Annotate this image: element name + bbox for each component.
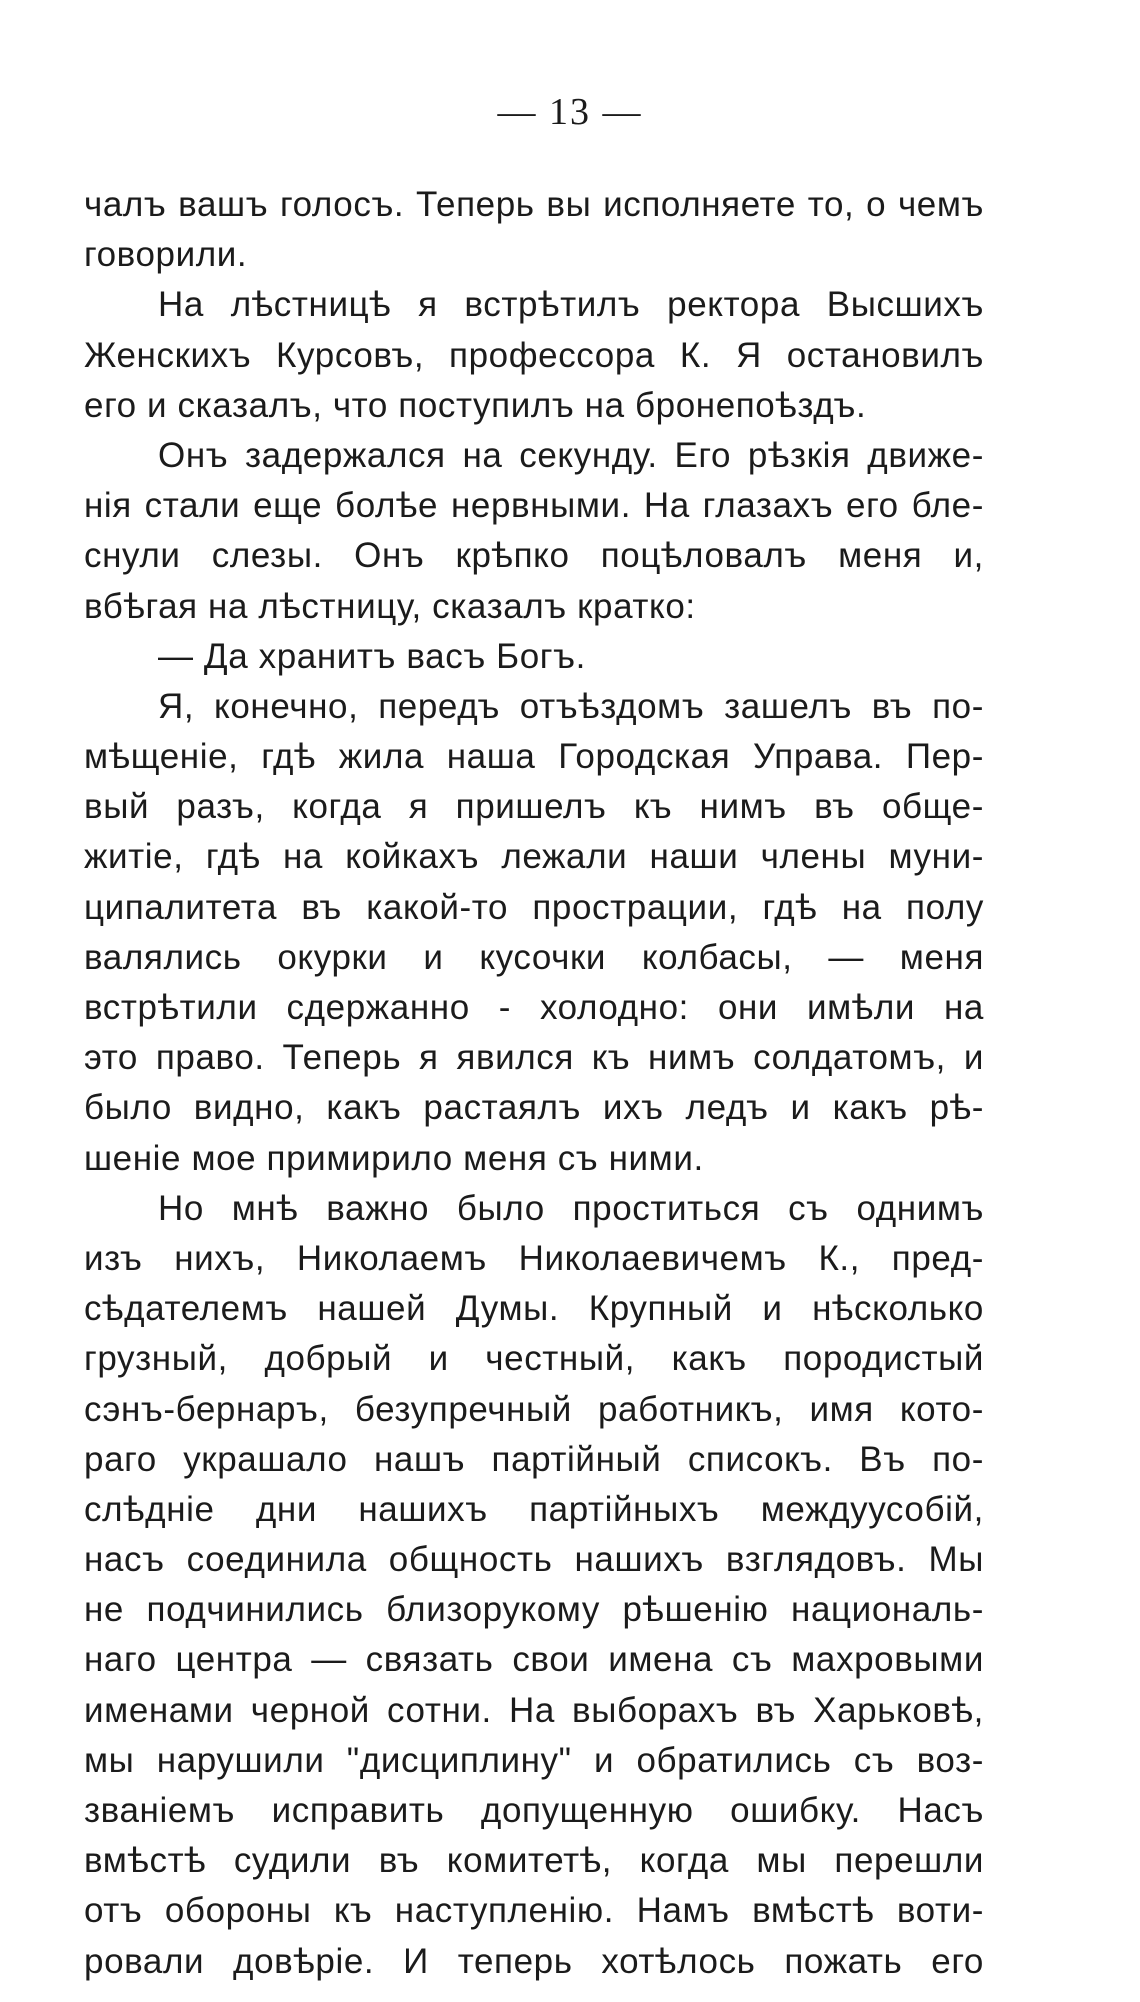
body-text bbox=[84, 180, 984, 1987]
text-line: мѣщеніе, гдѣ жила наша Городская Управа. Пер- bbox=[84, 737, 984, 777]
page-number: — 13 — bbox=[497, 91, 643, 133]
text-line: чалъ вашъ голосъ. Теперь вы исполняете то, о чемъ bbox=[84, 185, 984, 224]
text-line: ровали довѣріе. И теперь хотѣлось пожать его bbox=[84, 1941, 984, 1981]
text-line: житіе, гдѣ на койкахъ лежали наши члены муни- bbox=[84, 837, 984, 877]
text-line: говорили. bbox=[84, 235, 248, 275]
text-line: валялись окурки и кусочки колбасы, — меня bbox=[84, 937, 984, 977]
text-line: снули слезы. Онъ крѣпко поцѣловалъ меня и, bbox=[84, 536, 984, 576]
text-line: отъ обороны къ наступленію. Намъ вмѣстѣ воти- bbox=[84, 1891, 984, 1931]
text-line: вмѣстѣ судили въ комитетѣ, когда мы перешли bbox=[84, 1841, 984, 1881]
text-line: Но мнѣ важно было проститься съ однимъ bbox=[158, 1188, 984, 1228]
text-line: слѣдніе дни нашихъ партійныхъ междуусобій, bbox=[84, 1489, 984, 1529]
text-line: сѣдателемъ нашей Думы. Крупный и нѣсколько bbox=[84, 1289, 984, 1329]
text-line: насъ соединила общность нашихъ взглядовъ. Мы bbox=[84, 1540, 984, 1580]
text-line: Онъ задержался на секунду. Его рѣзкія движе- bbox=[158, 435, 984, 475]
text-line: шеніе мое примирило меня съ ними. bbox=[84, 1138, 704, 1178]
text-line: — Да хранитъ васъ Богъ. bbox=[158, 636, 586, 676]
text-line: Женскихъ Курсовъ, профессора К. Я остановилъ bbox=[84, 335, 984, 375]
text-line: грузный, добрый и честный, какъ породистый bbox=[84, 1339, 984, 1379]
text-line: вбѣгая на лѣстницу, сказалъ кратко: bbox=[84, 586, 696, 626]
text-line: было видно, какъ растаялъ ихъ ледъ и какъ рѣ- bbox=[84, 1088, 984, 1128]
text-line: не подчинились близорукому рѣшенію националь- bbox=[84, 1590, 984, 1630]
text-line: Я, конечно, передъ отъѣздомъ зашелъ въ по- bbox=[158, 686, 984, 726]
text-line: На лѣстницѣ я встрѣтилъ ректора Высшихъ bbox=[158, 285, 984, 325]
text-line: раго украшало нашъ партійный списокъ. Въ по- bbox=[84, 1439, 984, 1479]
text-line: ципалитета въ какой-то прострации, гдѣ на полу bbox=[84, 887, 984, 927]
text-line: сэнъ-бернаръ, безупречный работникъ, имя кото- bbox=[84, 1389, 984, 1429]
text-line: изъ нихъ, Николаемъ Николаевичемъ К., пред- bbox=[84, 1238, 984, 1278]
text-line: вый разъ, когда я пришелъ къ нимъ въ обще- bbox=[84, 787, 984, 827]
text-line: мы нарушили "дисциплину" и обратились съ воз- bbox=[84, 1740, 984, 1780]
text-line: это право. Теперь я явился къ нимъ солдатомъ, и bbox=[84, 1038, 984, 1078]
text-line: званіемъ исправить допущенную ошибку. Насъ bbox=[84, 1791, 984, 1830]
text-line: наго центра — связать свои имена съ махровыми bbox=[84, 1640, 984, 1680]
text-line: нія стали еще болѣе нервными. На глазахъ его бле- bbox=[84, 486, 984, 526]
text-line: именами черной сотни. На выборахъ въ Харьковѣ, bbox=[84, 1690, 984, 1730]
text-line: встрѣтили сдержанно - холодно: они имѣли на bbox=[84, 988, 984, 1027]
text-line: его и сказалъ, что поступилъ на бронепоѣздъ. bbox=[84, 385, 867, 425]
